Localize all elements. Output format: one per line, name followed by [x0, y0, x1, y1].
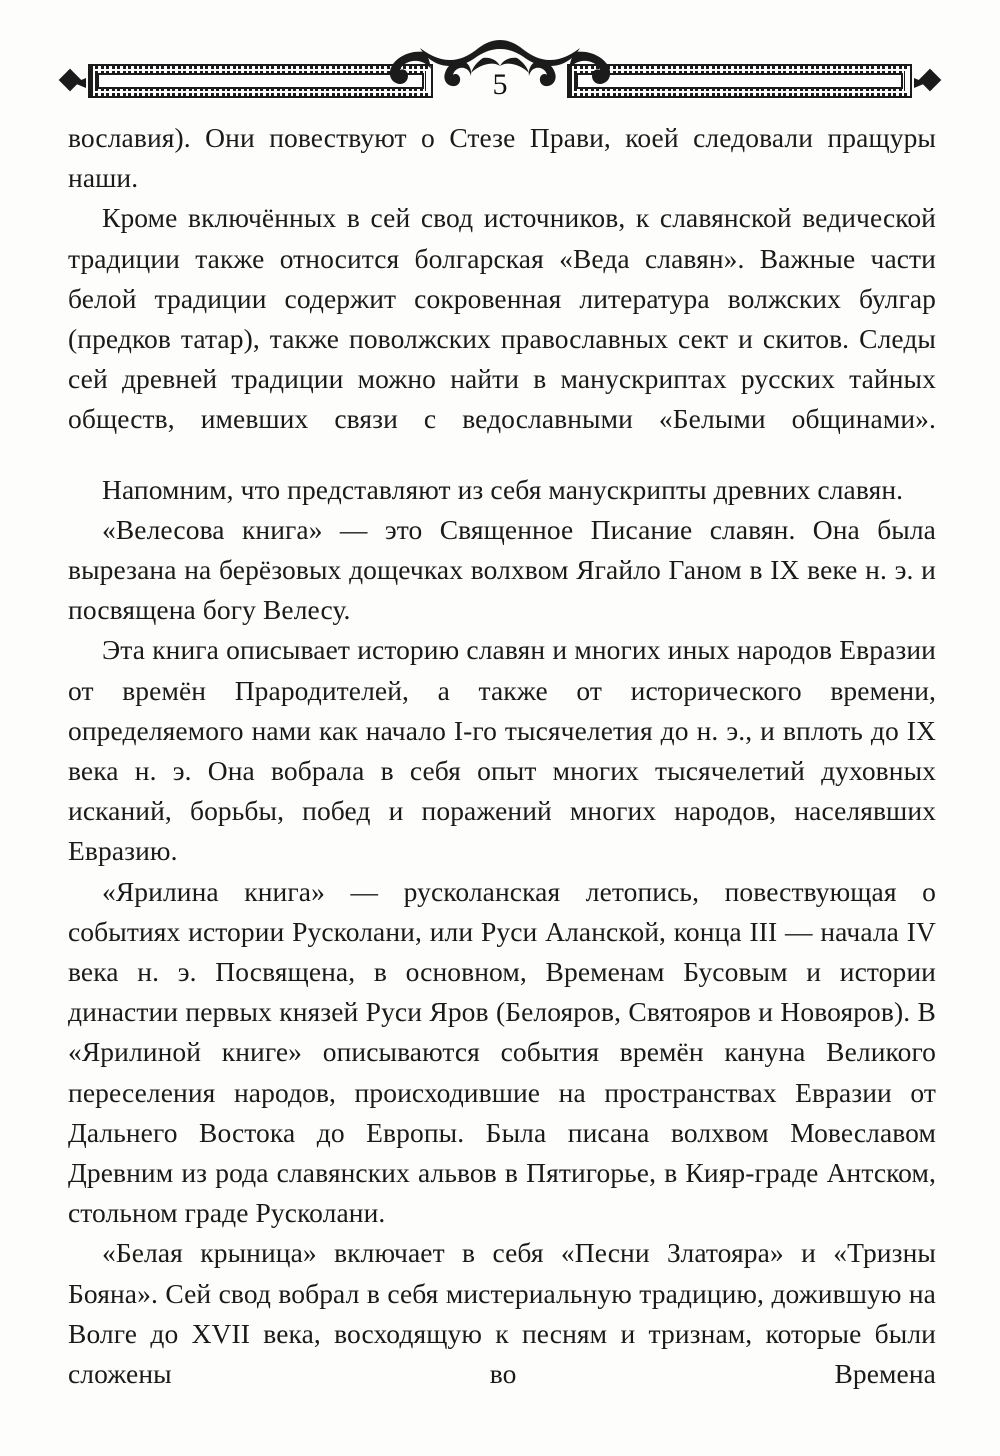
paragraph: вославия). Они повествуют о Стезе Прави, коей следовали пращуры наши.	[68, 122, 936, 194]
paragraph: «Белая крыница» включает в себя «Песни Златояра» и «Тризны Бояна». Сей свод вобрал в себя мистериальную традицию, дожившую на Волге до XVII века, восходящую к песням и тризнам, которые были сложены во Времена	[68, 1237, 936, 1390]
paragraph: Эта книга описывает историю славян и многих иных народов Евразии от времён Прародителей, а также от исторического времени, определяемого нами как начало I-го тысячелетия до н. э., и вплоть до IX века н. э. Она вобрала в себя опыт многих тысячелетий духовных исканий, борьбы, побед и поражений многих народов, населявших Евразию.	[68, 634, 936, 867]
page-number: 5	[492, 68, 508, 101]
page-body-text	[68, 118, 936, 1394]
paragraph: «Ярилина книга» — русколанская летопись, повествующая о событиях истории Русколани, или Руси Аланской, конца III — начала IV века н. э. Посвящена, в основном, Временам Бусовым и истории династии первых князей Руси Яров (Белояров, Святояров и Новояров). В «Ярилиной книге» описываются события времён кануна Великого переселения народов, происходившие на пространствах Евразии от Дальнего Востока до Европы. Была писана волхвом Мовеславом Древним из рода славянских альвов в Пятигорье, в Кияр-граде Антском, стольном граде Русколани.	[68, 875, 936, 1229]
paragraph: Кроме включённых в сей свод источников, к славянской ведической традиции также относится болгарская «Веда славян». Важные части белой традиции содержит сокровенная литература волжских булгар (предков татар), также поволжских православных сект и скитов. Следы сей древней традиции можно найти в манускриптах русских тайных обществ, имевших связи с ведославными «Белыми общинами».	[68, 202, 936, 435]
page-header-ornament	[60, 34, 940, 112]
paragraph: «Велесова книга» — это Священное Писание славян. Она была вырезана на берёзовых дощечках волхвом Ягайло Ганом в IX веке н. э. и посвящена богу Велесу.	[68, 513, 936, 626]
paragraph: Напомним, что представляют из себя манускрипты древних славян.	[102, 473, 904, 505]
arrow-left-icon	[74, 78, 86, 88]
